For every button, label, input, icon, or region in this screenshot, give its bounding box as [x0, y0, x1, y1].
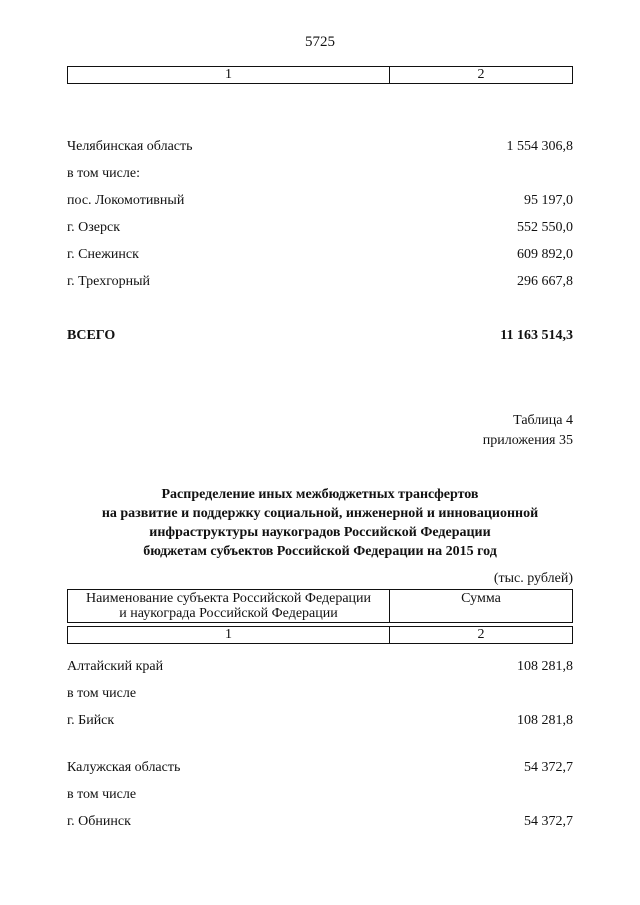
row-value: 609 892,0 — [517, 247, 573, 262]
column-number-2: 2 — [477, 627, 485, 642]
header-name-line2: и наукограда Российской Федерации — [119, 606, 338, 621]
header-name-column — [68, 590, 390, 622]
row-name: в том числе — [67, 686, 137, 701]
row-value: 54 372,7 — [524, 760, 573, 775]
row-value: 108 281,8 — [517, 713, 573, 728]
header-name-line1: Наименование субъекта Российской Федерации — [85, 591, 372, 606]
column-number-header — [67, 66, 573, 84]
title-line: бюджетам субъектов Российской Федерации на 2015 год — [143, 544, 497, 559]
column-number-1: 1 — [68, 627, 390, 643]
row-name: г. Снежинск — [67, 247, 139, 262]
column-number-header — [67, 626, 573, 644]
row-value: 296 667,8 — [517, 274, 573, 289]
row-name: в том числе — [67, 787, 137, 802]
table-reference-line2: приложения 35 — [482, 433, 573, 448]
title-line: на развитие и поддержку социальной, инженерной и инновационной — [101, 506, 539, 521]
row-name: Калужская область — [67, 760, 181, 775]
header-sum-column: Сумма — [461, 591, 501, 606]
row-name: пос. Локомотивный — [67, 193, 185, 208]
row-name: г. Бийск — [67, 713, 115, 728]
table-reference-line1: Таблица 4 — [513, 413, 573, 428]
row-name: г. Озерск — [67, 220, 121, 235]
units-label: (тыс. рублей) — [493, 571, 573, 586]
row-value: 95 197,0 — [524, 193, 573, 208]
column-number-2: 2 — [477, 67, 485, 82]
table-header — [67, 589, 573, 623]
row-name: Челябинская область — [67, 139, 193, 154]
column-number-1: 1 — [68, 67, 390, 83]
total-value: 11 163 514,3 — [500, 328, 573, 343]
row-value: 552 550,0 — [517, 220, 573, 235]
row-value: 108 281,8 — [517, 659, 573, 674]
row-value: 54 372,7 — [524, 814, 573, 829]
section-title — [0, 485, 640, 561]
row-name: г. Трехгорный — [67, 274, 150, 289]
title-line: Распределение иных межбюджетных трансфертов — [161, 487, 479, 502]
row-value: 1 554 306,8 — [506, 139, 573, 154]
row-name: Алтайский край — [67, 659, 164, 674]
row-name: г. Обнинск — [67, 814, 131, 829]
total-label: ВСЕГО — [67, 328, 116, 343]
title-line: инфраструктуры наукоградов Российской Федерации — [149, 525, 491, 540]
table-reference — [483, 411, 573, 451]
page-number: 5725 — [305, 34, 335, 50]
row-name: в том числе: — [67, 166, 140, 181]
